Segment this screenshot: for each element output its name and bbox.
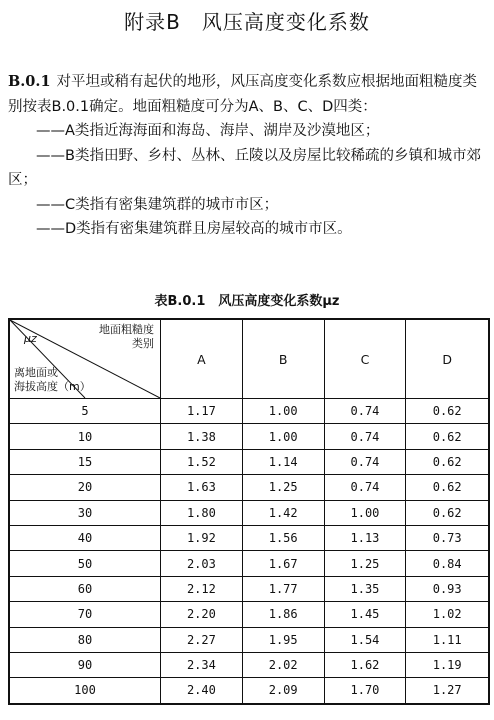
table-row [9,424,489,449]
coefficient-cell: 0.73 [406,525,489,550]
coefficient-cell: 1.19 [406,652,489,677]
height-cell: 50 [9,551,161,576]
table-row [9,551,489,576]
coefficient-cell: 0.93 [406,576,489,601]
header-height-label [14,366,91,394]
diagonal-header-cell [9,319,161,399]
column-header-c: C [324,319,406,399]
table-row [9,576,489,601]
coefficient-cell: 1.38 [161,424,243,449]
header-height-line1: 离地面或 [14,366,58,379]
section-intro [8,70,488,119]
coefficient-cell: 1.42 [242,500,324,525]
coefficient-cell: 0.74 [324,449,406,474]
coefficient-cell: 0.74 [324,399,406,424]
coefficient-cell: 1.00 [242,424,324,449]
height-cell: 80 [9,627,161,652]
section-intro-text: 对平坦或稍有起伏的地形，风压高度变化系数应根据地面粗糙度类别按表B.0.1确定。地面粗糙度可分为A、B、C、D四类： [8,74,478,115]
height-cell: 5 [9,399,161,424]
coefficient-cell: 1.02 [406,602,489,627]
coefficient-cell: 2.02 [242,652,324,677]
coefficient-cell: 1.77 [242,576,324,601]
table-row [9,449,489,474]
table-row [9,500,489,525]
header-roughness-line1: 地面粗糙度 [99,323,154,336]
coefficient-cell: 2.12 [161,576,243,601]
table-row [9,475,489,500]
height-cell: 70 [9,602,161,627]
item-c: ——C类指有密集建筑群的城市市区； [36,196,279,213]
header-symbol: μz [24,332,37,345]
table-row [9,678,489,704]
coefficient-cell: 2.20 [161,602,243,627]
coefficient-cell: 1.86 [242,602,324,627]
height-cell: 20 [9,475,161,500]
header-height-line2: 海拔高度（m） [14,380,91,393]
coefficient-cell: 1.67 [242,551,324,576]
coefficient-cell: 2.27 [161,627,243,652]
item-d: ——D类指有密集建筑群且房屋较高的城市市区。 [36,221,352,237]
coefficient-cell: 2.03 [161,551,243,576]
table-row [9,652,489,677]
item-a: ——A类指近海海面和海岛、海岸、湖岸及沙漠地区； [36,123,380,139]
coefficient-cell: 1.54 [324,627,406,652]
coefficient-cell: 2.09 [242,678,324,704]
table-row [9,602,489,627]
coefficient-cell: 1.27 [406,678,489,704]
coefficient-cell: 0.74 [324,424,406,449]
header-roughness-line2: 类别 [132,337,154,350]
coefficient-cell: 1.25 [324,551,406,576]
coefficient-cell: 1.63 [161,475,243,500]
coefficient-cell: 0.62 [406,449,489,474]
column-header-a: A [161,319,243,399]
table-row [9,399,489,424]
coefficient-cell: 0.62 [406,500,489,525]
coefficient-cell: 0.62 [406,475,489,500]
height-cell: 10 [9,424,161,449]
height-cell: 30 [9,500,161,525]
coefficient-cell: 2.40 [161,678,243,704]
coefficient-cell: 1.52 [161,449,243,474]
coefficient-cell: 0.84 [406,551,489,576]
height-cell: 90 [9,652,161,677]
coefficient-cell: 1.45 [324,602,406,627]
table-caption: 表B.0.1 风压高度变化系数μz [154,294,340,309]
height-cell: 60 [9,576,161,601]
column-header-d: D [406,319,489,399]
table-row [9,525,489,550]
coefficient-cell: 1.95 [242,627,324,652]
table-body [9,399,489,704]
coefficient-cell: 1.00 [242,399,324,424]
coefficient-cell: 1.17 [161,399,243,424]
coefficient-cell: 0.74 [324,475,406,500]
coefficient-cell: 1.00 [324,500,406,525]
coefficient-cell: 1.56 [242,525,324,550]
coefficient-cell: 1.35 [324,576,406,601]
column-header-b: B [242,319,324,399]
height-cell: 15 [9,449,161,474]
coefficient-cell: 1.92 [161,525,243,550]
coefficient-cell: 1.14 [242,449,324,474]
coefficient-cell: 1.25 [242,475,324,500]
table-header-row [9,319,489,399]
header-roughness-label [99,323,154,351]
wind-pressure-table [8,318,490,705]
page-title: 附录B 风压高度变化系数 [124,10,370,34]
coefficient-cell: 0.62 [406,424,489,449]
height-cell: 100 [9,678,161,704]
coefficient-cell: 1.62 [324,652,406,677]
item-b: ——B类指田野、乡村、丛林、丘陵以及房屋比较稀疏的乡镇和城市郊区； [8,147,481,188]
coefficient-cell: 1.70 [324,678,406,704]
coefficient-cell: 1.11 [406,627,489,652]
height-cell: 40 [9,525,161,550]
section-body [8,70,488,242]
coefficient-cell: 2.34 [161,652,243,677]
coefficient-cell: 1.13 [324,525,406,550]
coefficient-cell: 0.62 [406,399,489,424]
section-number: B.0.1 [8,73,51,90]
coefficient-cell: 1.80 [161,500,243,525]
table-row [9,627,489,652]
